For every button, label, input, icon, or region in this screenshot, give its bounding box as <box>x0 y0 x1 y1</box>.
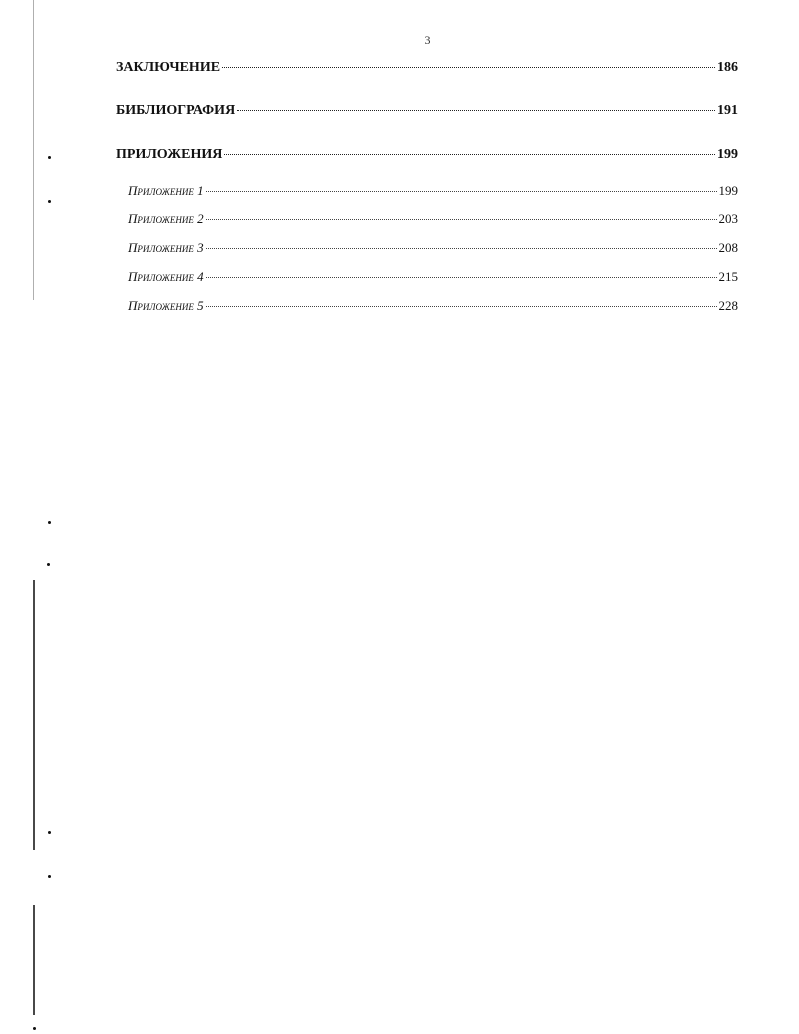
toc-entry-title: Приложение 1 <box>128 183 204 198</box>
toc-entry-page: 199 <box>717 147 738 162</box>
toc-entry-page: 203 <box>718 211 738 226</box>
toc-entry-page: 199 <box>718 183 738 198</box>
toc-entry-title: Приложение 3 <box>128 240 204 255</box>
toc-entry-conclusion[interactable] <box>116 60 738 80</box>
scan-dot <box>33 1027 36 1030</box>
toc-entry-title: Приложение 2 <box>128 211 204 226</box>
toc-leader-dots <box>206 276 717 278</box>
scan-dot <box>47 563 50 566</box>
toc-leader-dots <box>206 190 717 192</box>
toc-entry-appendix-4[interactable] <box>116 269 738 287</box>
toc-entry-title: ЗАКЛЮЧЕНИЕ <box>116 60 221 75</box>
scan-dot <box>48 156 51 159</box>
toc-leader-dots <box>206 218 717 220</box>
scan-dot <box>48 521 51 524</box>
toc-leader-dots <box>237 109 715 111</box>
toc-entry-page: 215 <box>718 269 738 284</box>
toc-entry-title: ПРИЛОЖЕНИЯ <box>116 147 223 162</box>
scan-dot <box>48 875 51 878</box>
toc-leader-dots <box>222 66 715 68</box>
toc-entry-page: 186 <box>717 60 738 75</box>
toc-entry-appendix-3[interactable] <box>116 240 738 258</box>
toc-leader-dots <box>206 247 717 249</box>
toc-entry-page: 228 <box>718 298 738 313</box>
toc-entry-appendix-5[interactable] <box>116 298 738 316</box>
scan-margin-line <box>33 905 35 1015</box>
toc-entry-page: 191 <box>717 103 738 118</box>
toc-entry-appendices[interactable] <box>116 147 738 167</box>
scan-dot <box>48 200 51 203</box>
scan-dot <box>48 831 51 834</box>
toc-entry-bibliography[interactable] <box>116 103 738 123</box>
toc-entry-appendix-2[interactable] <box>116 211 738 229</box>
toc-leader-dots <box>206 305 717 307</box>
toc-entry-title: БИБЛИОГРАФИЯ <box>116 103 236 118</box>
toc-entry-title: Приложение 5 <box>128 298 204 313</box>
page-number: 3 <box>424 33 431 47</box>
scan-margin-line <box>33 580 35 850</box>
toc-entry-page: 208 <box>718 240 738 255</box>
toc-entry-appendix-1[interactable] <box>116 183 738 201</box>
toc-leader-dots <box>224 153 715 155</box>
toc-entry-title: Приложение 4 <box>128 269 204 284</box>
